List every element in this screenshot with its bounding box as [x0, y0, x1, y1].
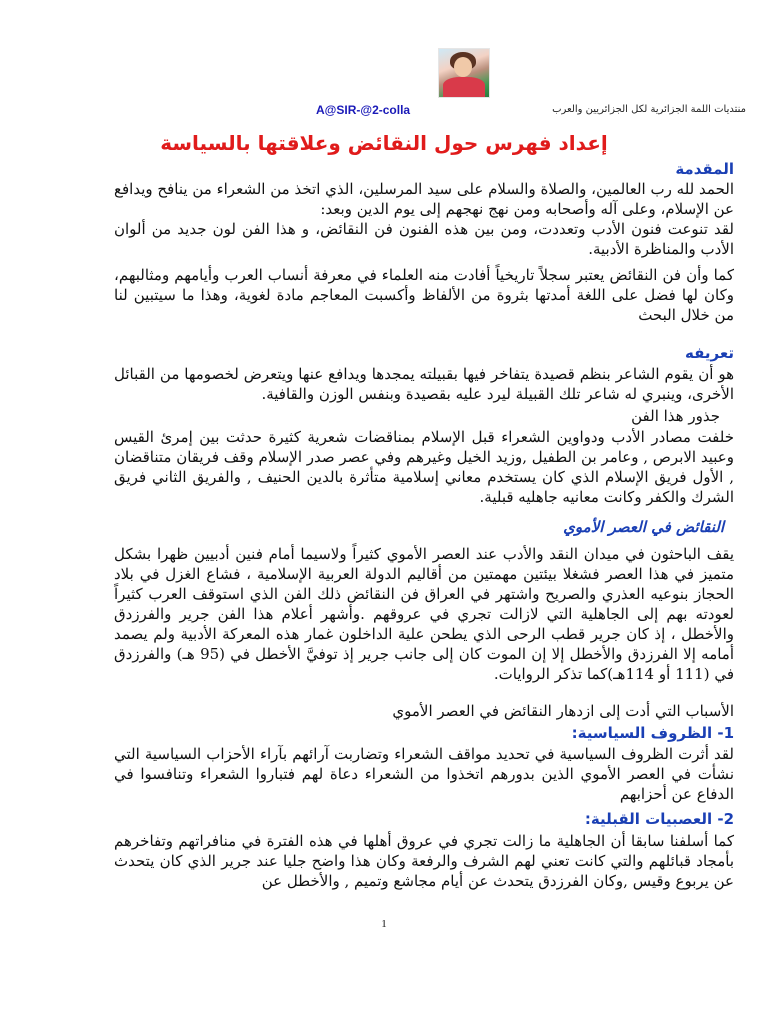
definition-paragraph: هو أن يقوم الشاعر بنظم قصيدة يتفاخر فيها بقبيلته يمجدها ويدافع عنها ويتعرض لخصومها من القبائل الأخرى، وينبري له شاعر تلك القبيلة ليرد عليه بقصيدة وبنفس الوزن والقافية.	[114, 365, 734, 403]
intro-paragraph-3: كما وأن فن النقائض يعتبر سجلاً تاريخياً أفادت منه العلماء في معرفة أنساب العرب وأيامهم ومثالبهم، وكان لها فضل على اللغة أمدتها بثروة من الألفاظ وأكسبت المعاجم مادة لغوية، وهذا ما سيتبين لنا من خلال البحث	[114, 266, 734, 324]
document-title: إعداد فهرس حول النقائض وعلاقتها بالسياسة	[160, 131, 608, 155]
definition-text	[114, 364, 734, 404]
political-heading: 1- الظروف السياسية:	[571, 724, 734, 742]
tribal-paragraph: كما أسلفنا سابقا أن الجاهلية ما زالت تجري في عروق أهلها في هذه الفترة في منافراتهم وتفاخرهم بأمجاد قبائلهم والتي كانت تعني لهم الشرف والرفعة وكان هذا واضح جليا عند جرير الذي كان يتحدث عن يربوع وقيس ,وكان الفرزدق يتحدث عن أيام مجاشع وتميم , والأخطل عن	[114, 832, 734, 890]
page-number: 1	[381, 918, 387, 930]
forum-name: منتديات اللمة الجزائرية لكل الجزائريين والعرب	[552, 104, 746, 115]
roots-paragraph: خلفت مصادر الأدب ودواوين الشعراء قبل الإسلام بمناقضات شعرية كثيرة حدثت بين إمرئ القيس وعبيد الابرص , وعامر بن الطفيل ,وزيد الخيل وغيرهم وفي عصر صدر الإسلام وقف فريقان متناقضان , الأول فريق الإسلام الذي كان يستخدم معاني إسلامية متأثرة بالدين الحنيف , والفريق الثاني فريق الشرك والكفر وكانت معانيه جاهليه قبلية.	[114, 428, 734, 506]
roots-label: جذور هذا الفن	[631, 407, 720, 425]
intro-paragraph-2: لقد تنوعت فنون الأدب وتعددت، ومن بين هذه الفنون فن النقائض، و هذا الفن لون جديد من ألوان الأدب والمناظرة الأدبية.	[114, 220, 734, 258]
roots-text	[114, 427, 734, 507]
header-photo	[438, 48, 490, 98]
tribal-text	[114, 831, 734, 891]
intro-paragraph-1: الحمد لله رب العالمين، والصلاة والسلام على سيد المرسلين، الذي اتخذ من الشعراء من ينافح ويدافع عن الإسلام، وعلى آله وأصحابه ومن نهج نهجهم إلى يوم الدين وبعد:	[114, 180, 734, 218]
political-paragraph: لقد أثرت الظروف السياسية في تحديد مواقف الشعراء وتضاربت آرائهم بآراء الأحزاب السياسية التي نشأت في العصر الأموي الذين بدورهم اتخذوا من الشعراء دعاة لهم فتباروا الشعراء وتنافسوا في الدفاع عن أحزابهم	[114, 745, 734, 803]
definition-heading: تعريفه	[685, 344, 734, 362]
intro-text	[114, 179, 734, 325]
umayyad-paragraph: يقف الباحثون في ميدان النقد والأدب عند العصر الأموي كثيراً ولاسيما أمام فنين أدبيين ظهرا بشكل متميز في هذا العصر فشغلا بيئتين مهمتين من أقاليم الدولة العربية الإسلامية ، فشاع الغزل في بلاد الحجاز بنوعيه العذري والصريح واشتهر في العراق فن النقائض ذلك الفن الذي استوقف العرب كثيراً لعودته بهم إلى الجاهلية التي لازالت تجري في عروقهم .وأشهر أعلام هذا الفن جرير والفرزدق والأخطل ، إذ كان جرير قطب الرحى الذي يطحن علية الداخلون غمار هذه المعركة الأدبية ولم يصمد أمامه إلا الفرزدق والأخطل إلا إن الموت كان إلى جانب جرير إذ توفيَّ الأخطل في (95 هـ) والفرزدق في (111 أو 114هـ)كما تذكر الروايات.	[114, 545, 734, 683]
site-tag: A@SIR-@2-colla	[316, 103, 411, 117]
political-text	[114, 744, 734, 804]
umayyad-heading: النقائض في العصر الأموي	[563, 518, 724, 536]
umayyad-text	[114, 544, 734, 684]
reasons-line: الأسباب التي أدت إلى ازدهار النقائض في العصر الأموي	[392, 702, 734, 720]
tribal-heading: 2- العصبيات القبلية:	[584, 810, 734, 828]
intro-heading: المقدمة	[675, 160, 734, 178]
